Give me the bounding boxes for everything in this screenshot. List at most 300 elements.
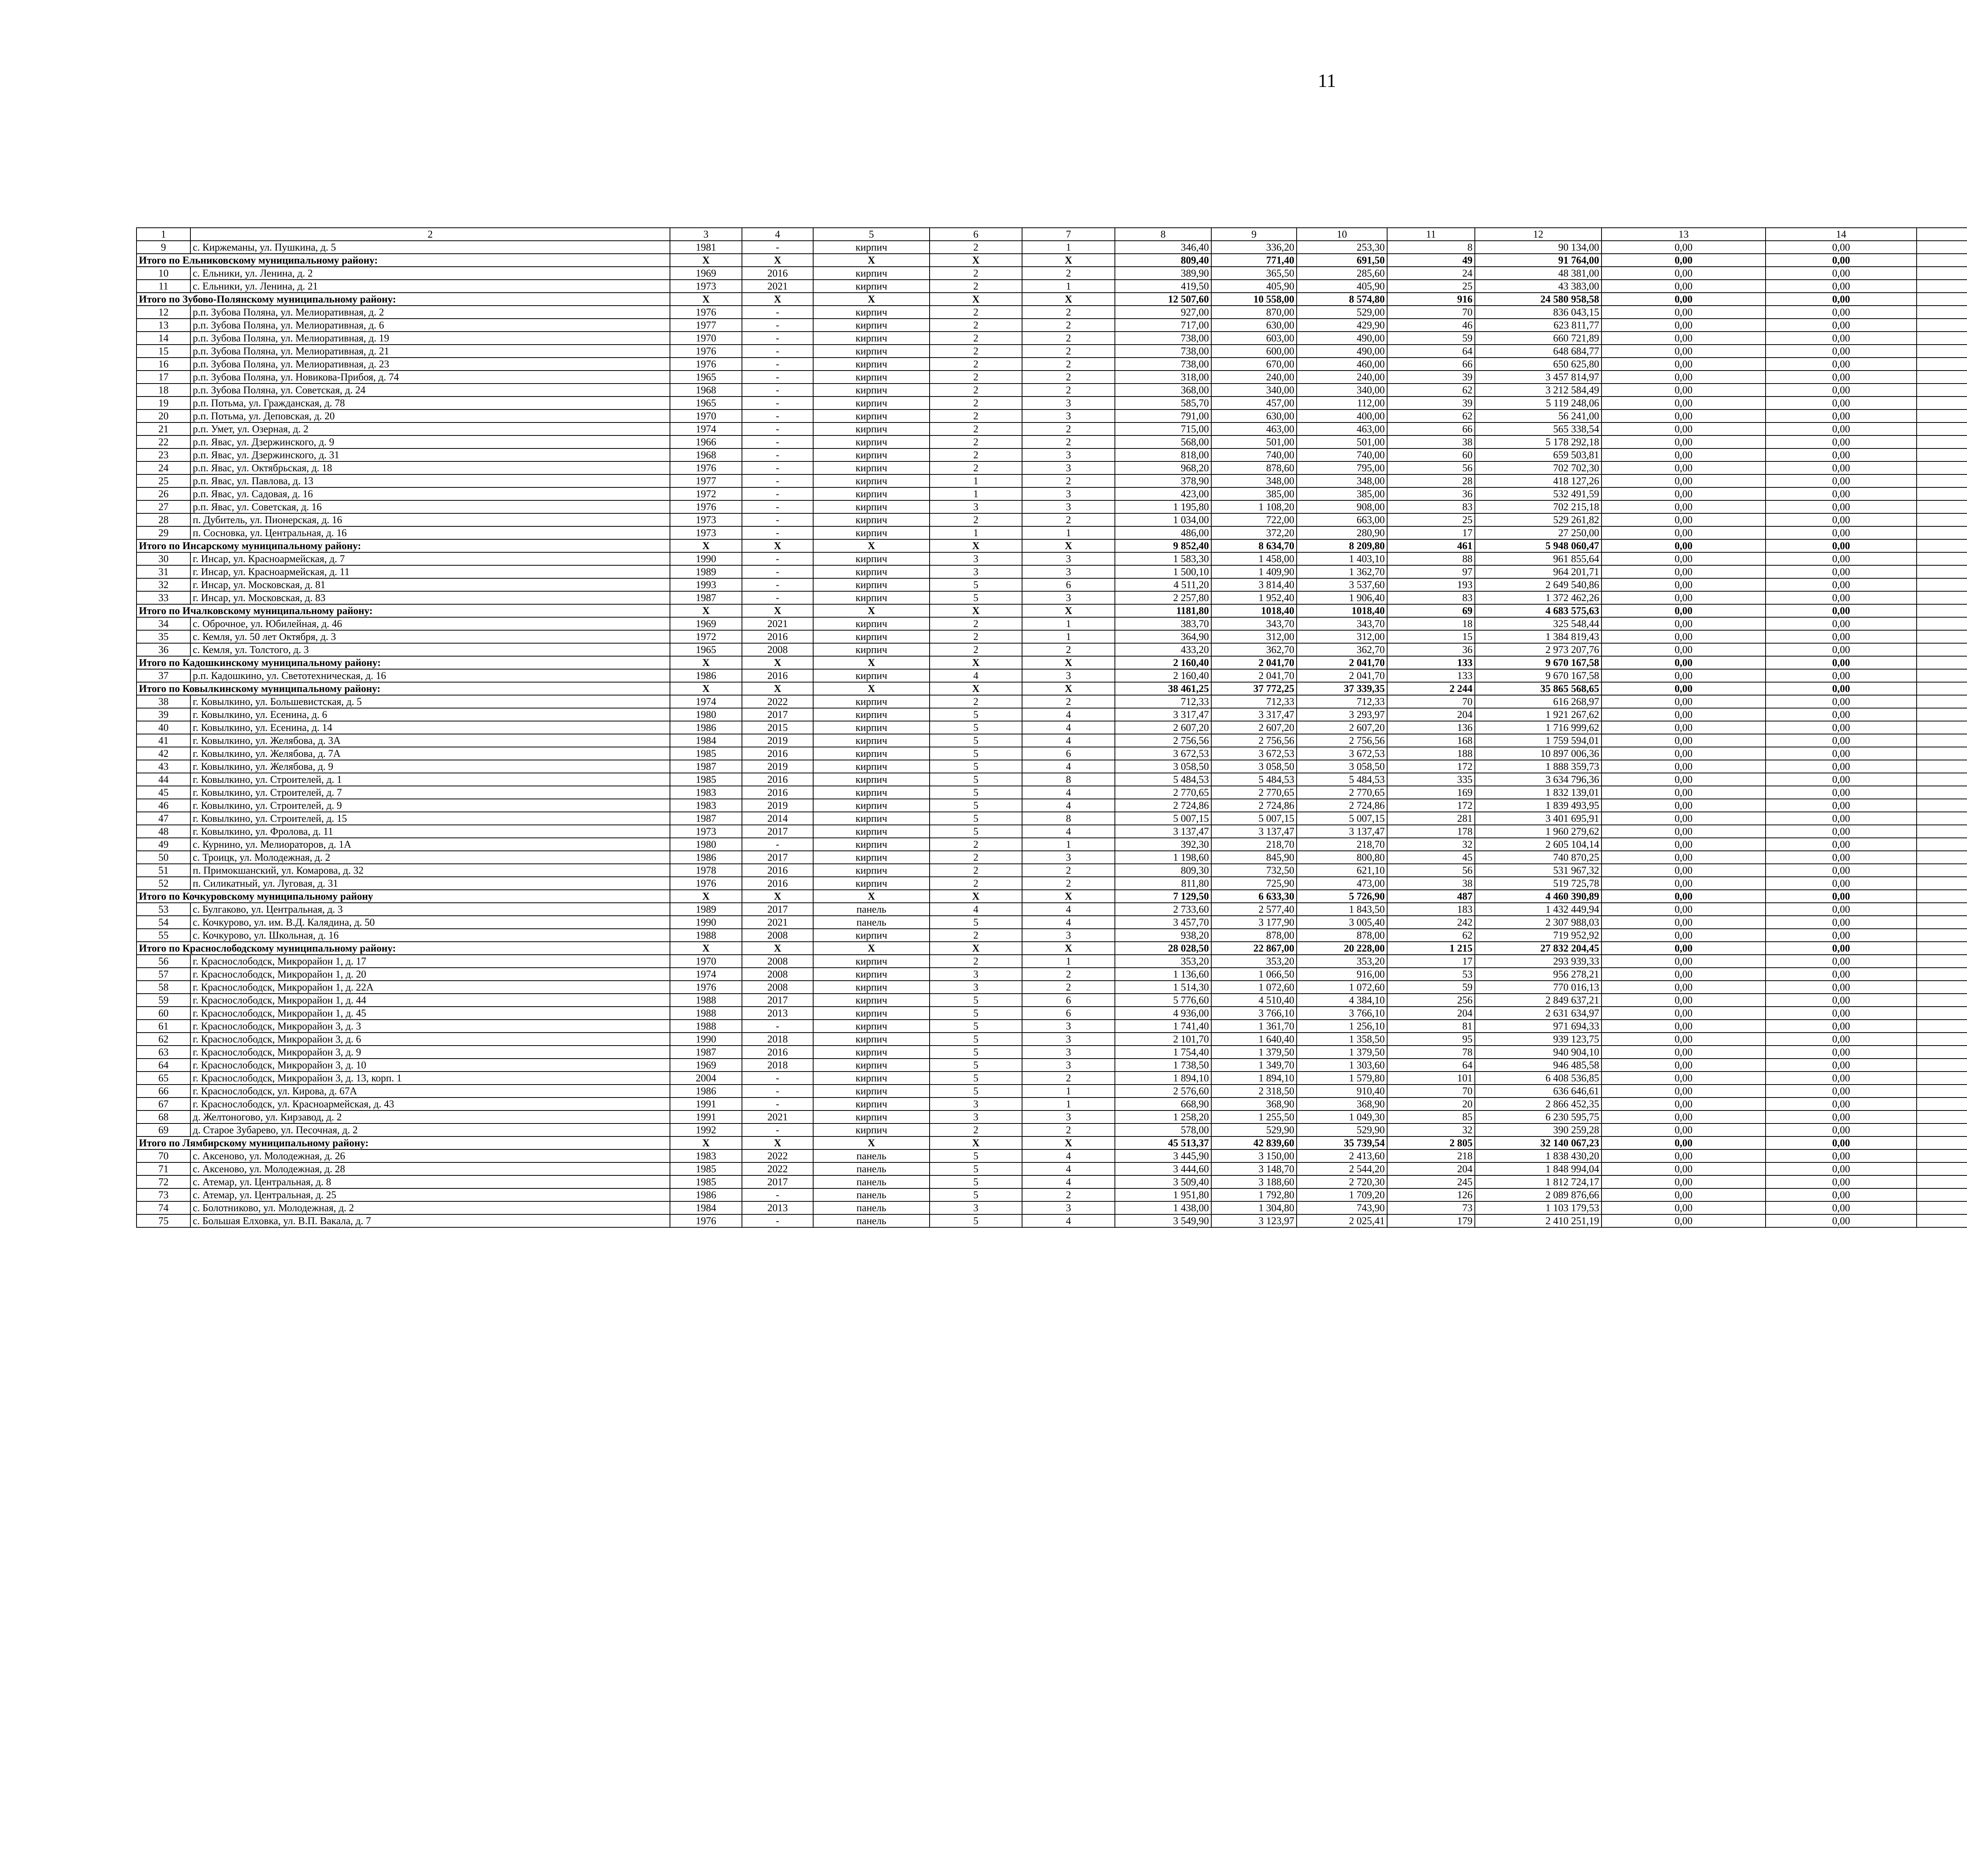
table-cell: 529 261,82 — [1475, 513, 1602, 526]
table-cell: 312,00 — [1211, 630, 1297, 643]
table-cell: 2 — [1022, 1123, 1115, 1136]
table-cell: 0,00 — [1766, 384, 1917, 397]
table-cell: 1 215 — [1387, 942, 1475, 955]
table-cell: 0,00 — [1602, 630, 1766, 643]
table-cell: 2015 — [742, 721, 813, 734]
table-cell: 5 007,15 — [1297, 812, 1387, 825]
table-cell: 2018 — [742, 1059, 813, 1072]
table-cell: 433,20 — [1115, 643, 1211, 656]
table-cell — [1917, 332, 1967, 345]
table-cell: 46 — [137, 799, 190, 812]
table-cell: 916,00 — [1297, 968, 1387, 981]
table-cell: кирпич — [813, 838, 930, 851]
table-cell: 44 — [137, 773, 190, 786]
table-cell: 3 — [930, 1110, 1022, 1123]
table-cell: 17 — [1387, 526, 1475, 539]
table-cell — [1917, 358, 1967, 371]
table-cell: кирпич — [813, 591, 930, 604]
table-cell: 1974 — [670, 695, 742, 708]
address-cell: г. Ковылкино, ул. Фролова, д. 11 — [190, 825, 670, 838]
table-cell: X — [1022, 293, 1115, 306]
table-cell: 2 631 634,97 — [1475, 1007, 1602, 1020]
table-cell: кирпич — [813, 994, 930, 1007]
table-cell: 0,00 — [1602, 280, 1766, 293]
table-cell: 490,00 — [1297, 345, 1387, 358]
table-cell: - — [742, 474, 813, 487]
table-cell: 663,00 — [1297, 513, 1387, 526]
table-cell: 35 739,54 — [1297, 1136, 1387, 1149]
table-row — [137, 734, 1967, 747]
table-cell: 1987 — [670, 760, 742, 773]
table-cell: 600,00 — [1211, 345, 1297, 358]
table-cell: 1983 — [670, 786, 742, 799]
table-cell: кирпич — [813, 864, 930, 877]
address-cell: п. Примокшанский, ул. Комарова, д. 32 — [190, 864, 670, 877]
district-total-row — [137, 656, 1967, 669]
table-cell: 372,20 — [1211, 526, 1297, 539]
table-cell: 2 — [930, 384, 1022, 397]
table-cell: 1 — [1022, 617, 1115, 630]
table-cell: кирпич — [813, 461, 930, 474]
table-cell: 2 576,60 — [1115, 1085, 1211, 1098]
table-cell: 0,00 — [1602, 1059, 1766, 1072]
table-cell: X — [813, 890, 930, 903]
table-cell: 0,00 — [1766, 981, 1917, 994]
table-cell: 56 241,00 — [1475, 410, 1602, 422]
table-cell: 0,00 — [1766, 448, 1917, 461]
table-cell — [1917, 371, 1967, 384]
table-cell: 11 — [137, 280, 190, 293]
table-row — [137, 280, 1967, 293]
table-cell: 4 510,40 — [1211, 994, 1297, 1007]
table-cell: 4 — [1022, 760, 1115, 773]
table-cell: 1992 — [670, 1123, 742, 1136]
district-total-label: Итого по Ельниковскому муниципальному району: — [137, 254, 670, 267]
table-cell: 3 672,53 — [1297, 747, 1387, 760]
table-cell: кирпич — [813, 435, 930, 448]
table-cell: 318,00 — [1115, 371, 1211, 384]
table-cell: 2004 — [670, 1072, 742, 1085]
table-cell — [1917, 293, 1967, 306]
table-cell: 2 — [1022, 968, 1115, 981]
table-cell: 1986 — [670, 669, 742, 682]
table-row — [137, 1123, 1967, 1136]
table-cell — [1917, 747, 1967, 760]
table-cell: кирпич — [813, 332, 930, 345]
table-cell: 5 948 060,47 — [1475, 539, 1602, 552]
table-cell: 961 855,64 — [1475, 552, 1602, 565]
table-cell: - — [742, 319, 813, 332]
table-cell: 1988 — [670, 929, 742, 942]
table-cell: 5 — [930, 773, 1022, 786]
table-cell: 0,00 — [1602, 319, 1766, 332]
table-cell: 702 702,30 — [1475, 461, 1602, 474]
table-cell — [1917, 929, 1967, 942]
district-total-label: Итого по Зубово-Полянскому муниципальному району: — [137, 293, 670, 306]
table-cell: - — [742, 345, 813, 358]
table-cell: кирпич — [813, 487, 930, 500]
table-cell: кирпич — [813, 1046, 930, 1059]
table-cell: 668,90 — [1115, 1098, 1211, 1110]
table-cell: 1 832 139,01 — [1475, 786, 1602, 799]
table-row — [137, 1162, 1967, 1175]
table-cell: 69 — [137, 1123, 190, 1136]
table-cell: 0,00 — [1766, 630, 1917, 643]
table-cell: X — [930, 539, 1022, 552]
column-number: 1 — [137, 228, 190, 241]
table-row — [137, 864, 1967, 877]
table-cell: 0,00 — [1766, 812, 1917, 825]
table-cell: X — [813, 254, 930, 267]
table-cell: кирпич — [813, 526, 930, 539]
table-cell: 1977 — [670, 474, 742, 487]
table-cell: кирпич — [813, 306, 930, 319]
table-cell: 0,00 — [1602, 877, 1766, 890]
table-cell: 53 — [137, 903, 190, 916]
table-cell: 59 — [137, 994, 190, 1007]
table-cell: 1986 — [670, 721, 742, 734]
table-cell: 2 — [1022, 435, 1115, 448]
table-cell: 126 — [1387, 1188, 1475, 1201]
table-cell: 0,00 — [1602, 384, 1766, 397]
table-cell: 463,00 — [1211, 422, 1297, 435]
table-cell: кирпич — [813, 799, 930, 812]
table-cell: 9 — [137, 241, 190, 254]
table-cell: 172 — [1387, 760, 1475, 773]
table-cell: 4 — [1022, 786, 1115, 799]
table-cell: 34 — [137, 617, 190, 630]
address-cell: р.п. Потьма, ул. Гражданская, д. 78 — [190, 397, 670, 410]
table-cell: 809,30 — [1115, 864, 1211, 877]
table-cell: кирпич — [813, 1098, 930, 1110]
table-cell — [1917, 267, 1967, 280]
table-cell: 670,00 — [1211, 358, 1297, 371]
table-cell: 0,00 — [1766, 254, 1917, 267]
table-row — [137, 721, 1967, 734]
table-cell: 3 549,90 — [1115, 1214, 1211, 1227]
table-cell: 168 — [1387, 734, 1475, 747]
table-cell: 1 — [1022, 838, 1115, 851]
table-cell: 1985 — [670, 773, 742, 786]
table-row — [137, 1188, 1967, 1201]
table-cell: 0,00 — [1602, 1020, 1766, 1033]
table-cell: 0,00 — [1766, 1007, 1917, 1020]
table-cell: 28 — [1387, 474, 1475, 487]
address-cell: с. Киржеманы, ул. Пушкина, д. 5 — [190, 241, 670, 254]
table-cell: кирпич — [813, 643, 930, 656]
table-cell — [1917, 786, 1967, 799]
address-cell: г. Ковылкино, ул. Есенина, д. 6 — [190, 708, 670, 721]
table-row — [137, 1098, 1967, 1110]
table-cell: 43 — [137, 760, 190, 773]
housing-register-table — [136, 227, 1967, 1228]
table-cell: 1972 — [670, 630, 742, 643]
table-cell: 0,00 — [1602, 1033, 1766, 1046]
table-cell: 2 770,65 — [1297, 786, 1387, 799]
address-cell: с. Атемар, ул. Центральная, д. 25 — [190, 1188, 670, 1201]
table-cell: 24 580 958,58 — [1475, 293, 1602, 306]
table-cell: 3 509,40 — [1115, 1175, 1211, 1188]
address-cell: г. Краснослободск, Микрорайон 1, д. 17 — [190, 955, 670, 968]
table-cell — [1917, 280, 1967, 293]
table-cell — [1917, 812, 1967, 825]
table-cell: 2 — [1022, 695, 1115, 708]
table-cell: 3 212 584,49 — [1475, 384, 1602, 397]
table-cell: 1 741,40 — [1115, 1020, 1211, 1033]
table-cell: 5 — [930, 747, 1022, 760]
table-cell: 2 — [1022, 422, 1115, 435]
address-cell: р.п. Явас, ул. Павлова, д. 13 — [190, 474, 670, 487]
column-number: 3 — [670, 228, 742, 241]
table-cell — [1917, 319, 1967, 332]
table-cell: 1977 — [670, 319, 742, 332]
table-cell: - — [742, 397, 813, 410]
table-row — [137, 968, 1967, 981]
table-cell: 26 — [137, 487, 190, 500]
table-cell: 1987 — [670, 1046, 742, 1059]
table-cell: 1 583,30 — [1115, 552, 1211, 565]
table-cell: 4 — [1022, 1214, 1115, 1227]
table-cell: 405,90 — [1297, 280, 1387, 293]
column-number: 10 — [1297, 228, 1387, 241]
table-cell: 169 — [1387, 786, 1475, 799]
table-cell: 4 — [1022, 799, 1115, 812]
table-row — [137, 384, 1967, 397]
table-cell: кирпич — [813, 422, 930, 435]
table-cell: 2021 — [742, 280, 813, 293]
table-cell: 532 491,59 — [1475, 487, 1602, 500]
table-row — [137, 825, 1967, 838]
column-number: 14 — [1766, 228, 1917, 241]
table-cell: 0,00 — [1602, 552, 1766, 565]
table-cell: X — [742, 293, 813, 306]
table-cell: 0,00 — [1602, 345, 1766, 358]
table-row — [137, 358, 1967, 371]
table-cell: 97 — [1387, 565, 1475, 578]
table-cell: кирпич — [813, 358, 930, 371]
table-cell: 2 — [930, 461, 1022, 474]
table-cell: 0,00 — [1766, 293, 1917, 306]
table-cell: кирпич — [813, 734, 930, 747]
table-cell: 0,00 — [1766, 345, 1917, 358]
table-cell: 64 — [1387, 1059, 1475, 1072]
table-row — [137, 955, 1967, 968]
table-cell: кирпич — [813, 1072, 930, 1085]
table-cell: 2 544,20 — [1297, 1162, 1387, 1175]
table-cell: 529,00 — [1297, 306, 1387, 319]
table-cell: кирпич — [813, 578, 930, 591]
table-cell: 0,00 — [1602, 1007, 1766, 1020]
table-cell: кирпич — [813, 877, 930, 890]
table-row — [137, 877, 1967, 890]
table-cell: 463,00 — [1297, 422, 1387, 435]
table-cell: 325 548,44 — [1475, 617, 1602, 630]
table-cell: 136 — [1387, 721, 1475, 734]
table-cell: 2 — [930, 332, 1022, 345]
table-cell: 2013 — [742, 1201, 813, 1214]
table-cell: 0,00 — [1766, 1162, 1917, 1175]
table-cell: 732,50 — [1211, 864, 1297, 877]
table-cell: кирпич — [813, 721, 930, 734]
table-row — [137, 812, 1967, 825]
table-cell: 389,90 — [1115, 267, 1211, 280]
table-cell: кирпич — [813, 474, 930, 487]
table-cell — [1917, 643, 1967, 656]
register-body — [137, 241, 1967, 1227]
table-cell: кирпич — [813, 500, 930, 513]
table-cell: 0,00 — [1602, 656, 1766, 669]
table-cell: X — [742, 1136, 813, 1149]
table-cell: 2017 — [742, 825, 813, 838]
table-row — [137, 747, 1967, 760]
table-cell: 53 — [1387, 968, 1475, 981]
district-total-label: Итого по Ичалковскому муниципальному району: — [137, 604, 670, 617]
table-cell: 1 640,40 — [1211, 1033, 1297, 1046]
table-cell: X — [742, 656, 813, 669]
table-cell: 23 — [137, 448, 190, 461]
table-cell: 2 — [930, 695, 1022, 708]
table-cell: 55 — [137, 929, 190, 942]
table-cell: 2 — [930, 630, 1022, 643]
table-cell: 14 — [137, 332, 190, 345]
table-cell: 1 716 999,62 — [1475, 721, 1602, 734]
address-cell: д. Старое Зубарево, ул. Песочная, д. 2 — [190, 1123, 670, 1136]
table-cell: 0,00 — [1602, 643, 1766, 656]
table-cell: 1973 — [670, 825, 742, 838]
table-row — [137, 565, 1967, 578]
table-cell: 2 413,60 — [1297, 1149, 1387, 1162]
table-cell: 0,00 — [1766, 319, 1917, 332]
table-row — [137, 994, 1967, 1007]
table-cell: 0,00 — [1766, 461, 1917, 474]
table-cell: 0,00 — [1766, 799, 1917, 812]
table-cell: 5 — [930, 708, 1022, 721]
table-cell: 385,00 — [1297, 487, 1387, 500]
table-cell: 70 — [1387, 1085, 1475, 1098]
table-cell: 2 — [930, 371, 1022, 384]
table-cell: 242 — [1387, 916, 1475, 929]
table-cell: 57 — [137, 968, 190, 981]
table-cell: кирпич — [813, 1033, 930, 1046]
table-cell: 2019 — [742, 760, 813, 773]
table-cell: 5 007,15 — [1115, 812, 1211, 825]
table-cell — [1917, 916, 1967, 929]
address-cell: с. Булгаково, ул. Центральная, д. 3 — [190, 903, 670, 916]
table-cell: 41 — [137, 734, 190, 747]
table-cell: 0,00 — [1766, 539, 1917, 552]
table-cell: 19 — [137, 397, 190, 410]
table-cell: 1980 — [670, 708, 742, 721]
table-cell: 3 317,47 — [1211, 708, 1297, 721]
table-cell: 2 — [930, 877, 1022, 890]
table-cell: 0,00 — [1766, 422, 1917, 435]
table-cell: 179 — [1387, 1214, 1475, 1227]
table-cell: 3 457 814,97 — [1475, 371, 1602, 384]
table-cell: 8 574,80 — [1297, 293, 1387, 306]
address-cell: г. Краснослободск, Микрорайон 1, д. 44 — [190, 994, 670, 1007]
table-cell: 1976 — [670, 461, 742, 474]
table-cell: 59 — [1387, 332, 1475, 345]
table-cell: 968,20 — [1115, 461, 1211, 474]
table-cell: 1 303,60 — [1297, 1059, 1387, 1072]
table-cell: 2 — [1022, 1072, 1115, 1085]
table-cell: 2 — [1022, 877, 1115, 890]
table-cell: 348,00 — [1211, 474, 1297, 487]
table-cell: 1 960 279,62 — [1475, 825, 1602, 838]
table-cell: 3 — [1022, 929, 1115, 942]
table-cell: 0,00 — [1766, 487, 1917, 500]
address-cell: г. Ковылкино, ул. Желябова, д. 7А — [190, 747, 670, 760]
table-cell — [1917, 695, 1967, 708]
table-cell: 621,10 — [1297, 864, 1387, 877]
table-cell: кирпич — [813, 695, 930, 708]
table-cell: 603,00 — [1211, 332, 1297, 345]
table-row — [137, 552, 1967, 565]
table-cell: 101 — [1387, 1072, 1475, 1085]
table-cell — [1917, 345, 1967, 358]
table-cell: 1965 — [670, 397, 742, 410]
table-cell: X — [670, 539, 742, 552]
table-cell: 1 — [1022, 1085, 1115, 1098]
table-cell: 0,00 — [1766, 280, 1917, 293]
table-cell: 2 — [930, 345, 1022, 358]
table-cell: 218,70 — [1297, 838, 1387, 851]
table-cell: 1984 — [670, 1201, 742, 1214]
table-cell: 0,00 — [1602, 760, 1766, 773]
table-cell: 1 579,80 — [1297, 1072, 1387, 1085]
table-cell: 0,00 — [1766, 708, 1917, 721]
table-cell: 9 670 167,58 — [1475, 669, 1602, 682]
table-cell: 0,00 — [1602, 422, 1766, 435]
table-cell: 5 — [930, 799, 1022, 812]
table-cell: 1 843,50 — [1297, 903, 1387, 916]
table-cell: 4 — [1022, 1162, 1115, 1175]
table-cell: 30 — [137, 552, 190, 565]
address-cell: г. Ковылкино, ул. Есенина, д. 14 — [190, 721, 670, 734]
table-cell: 66 — [1387, 422, 1475, 435]
table-cell: 62 — [137, 1033, 190, 1046]
table-cell: 0,00 — [1602, 1175, 1766, 1188]
table-cell — [1917, 397, 1967, 410]
table-cell: 8 209,80 — [1297, 539, 1387, 552]
table-cell: 20 — [137, 410, 190, 422]
table-cell: 519 725,78 — [1475, 877, 1602, 890]
table-cell: 20 — [1387, 1098, 1475, 1110]
table-cell: 2 — [1022, 981, 1115, 994]
table-cell: 740 870,25 — [1475, 851, 1602, 864]
table-cell: 37 — [137, 669, 190, 682]
address-cell: р.п. Зубова Поляна, ул. Новикова-Прибоя, д. 74 — [190, 371, 670, 384]
address-cell: г. Инсар, ул. Красноармейская, д. 11 — [190, 565, 670, 578]
table-cell — [1917, 708, 1967, 721]
table-cell: - — [742, 1072, 813, 1085]
table-row — [137, 916, 1967, 929]
table-cell: 5 — [930, 1162, 1022, 1175]
table-cell: - — [742, 526, 813, 539]
table-cell: 2 101,70 — [1115, 1033, 1211, 1046]
table-cell: кирпич — [813, 851, 930, 864]
table-cell: 0,00 — [1602, 1098, 1766, 1110]
table-cell: 0,00 — [1602, 1110, 1766, 1123]
table-cell: 0,00 — [1602, 1162, 1766, 1175]
table-cell: 2 770,65 — [1115, 786, 1211, 799]
table-cell: 6 408 536,85 — [1475, 1072, 1602, 1085]
table-cell: X — [813, 942, 930, 955]
table-cell: 88 — [1387, 552, 1475, 565]
table-cell — [1917, 877, 1967, 890]
table-cell: 2 — [930, 851, 1022, 864]
table-cell: 1181,80 — [1115, 604, 1211, 617]
